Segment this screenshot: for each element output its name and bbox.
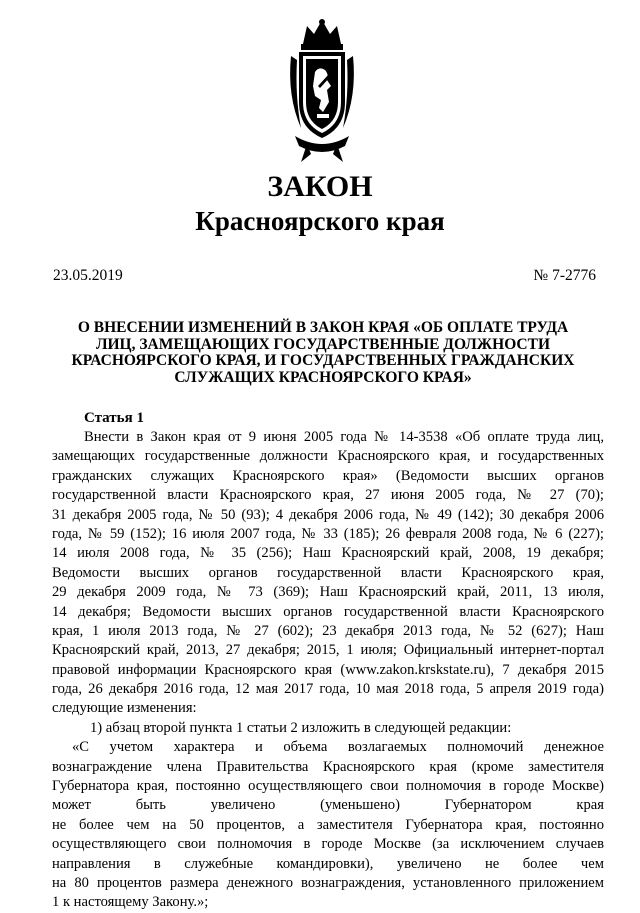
- body-line: 14 декабря; Ведомости высших органов государственной власти Красноярского: [52, 603, 604, 620]
- body-line: 1 к настоящему Закону.»;: [52, 894, 209, 911]
- law-number: № 7-2776: [533, 267, 596, 284]
- body-line: года, 26 декабря 2016 года, 12 мая 2017 года, 10 мая 2018 года, 5 апреля 2019 года): [52, 681, 604, 698]
- body-line: 1) абзац второй пункта 1 статьи 2 изложить в следующей редакции:: [90, 719, 512, 736]
- law-subtitle: Красноярского края: [195, 206, 445, 236]
- body-line: правовой информации Красноярского края (www.zakon.krskstate.ru), 7 декабря 2015: [52, 661, 604, 678]
- body-line: 14 июля 2008 года, № 35 (256); Наш Красноярский край, 2008, 19 декабря;: [52, 545, 604, 562]
- body-line: осуществляющего свои полномочия в городе Москве (за исключением случаев: [52, 836, 604, 853]
- law-date: 23.05.2019: [53, 267, 123, 284]
- body-line: 31 декабря 2005 года, № 50 (93); 4 декабря 2006 года, № 49 (142); 30 декабря 2006: [52, 506, 604, 523]
- body-line: края, 1 июля 2013 года, № 27 (602); 23 декабря 2013 года, № 52 (627); Наш: [52, 622, 604, 639]
- body-line: не более чем на 50 процентов, а заместителя Губернатора края, постоянно: [52, 816, 604, 833]
- law-heading: [55, 320, 591, 386]
- body-line: Губернатора края, постоянно осуществляющего свои полномочия в городе Москве): [52, 778, 604, 795]
- body-line: 29 декабря 2009 года, № 73 (369); Наш Красноярский край, 2011, 13 июля,: [52, 584, 604, 601]
- body-line: Внести в Закон края от 9 июня 2005 года № 14-3538 «Об оплате труда лиц,: [84, 429, 604, 445]
- body-line: следующие изменения:: [52, 700, 197, 717]
- article-body: [52, 428, 604, 913]
- body-line: на 80 процентов размера денежного вознаграждения, установленного приложением: [52, 874, 604, 891]
- heading-line: СЛУЖАЩИХ КРАСНОЯРСКОГО КРАЯ»: [174, 368, 472, 386]
- article-title: Статья 1: [84, 410, 144, 426]
- heading-line: КРАСНОЯРСКОГО КРАЯ, И ГОСУДАРСТВЕННЫХ ГРАЖДАНСКИХ: [71, 352, 575, 369]
- body-line: направления в служебные командировки), увеличено не более чем: [52, 855, 604, 872]
- body-line: гражданских служащих Красноярского края» (Ведомости высших органов: [52, 467, 604, 484]
- body-line: вознаграждение члена Правительства Красноярского края (кроме заместителя: [52, 758, 604, 775]
- body-line: Красноярский край, 2013, 27 декабря; 2015, 1 июля; Официальный интернет-портал: [52, 642, 604, 659]
- heading-line: ЛИЦ, ЗАМЕЩАЮЩИХ ГОСУДАРСТВЕННЫЕ ДОЛЖНОСТИ: [95, 335, 551, 353]
- body-line: может быть увеличено (уменьшено) Губернатором края: [52, 797, 604, 814]
- law-title: ЗАКОН: [267, 170, 373, 203]
- body-line: государственной власти Красноярского края, 27 июня 2005 года, № 27 (70);: [52, 487, 604, 504]
- body-line: замещающих государственные должности Красноярского края, и государственных: [52, 448, 604, 465]
- heading-line: О ВНЕСЕНИИ ИЗМЕНЕНИЙ В ЗАКОН КРАЯ «ОБ ОПЛАТЕ ТРУДА: [77, 319, 569, 336]
- coat-of-arms-icon: [285, 16, 359, 164]
- body-line: года, № 59 (152); 16 июля 2007 года, № 33 (185); 26 февраля 2008 года, № 6 (227);: [52, 525, 604, 542]
- body-line: Ведомости высших органов государственной власти Красноярского края,: [52, 564, 604, 581]
- body-line: «С учетом характера и объема возлагаемых полномочий денежное: [72, 739, 604, 756]
